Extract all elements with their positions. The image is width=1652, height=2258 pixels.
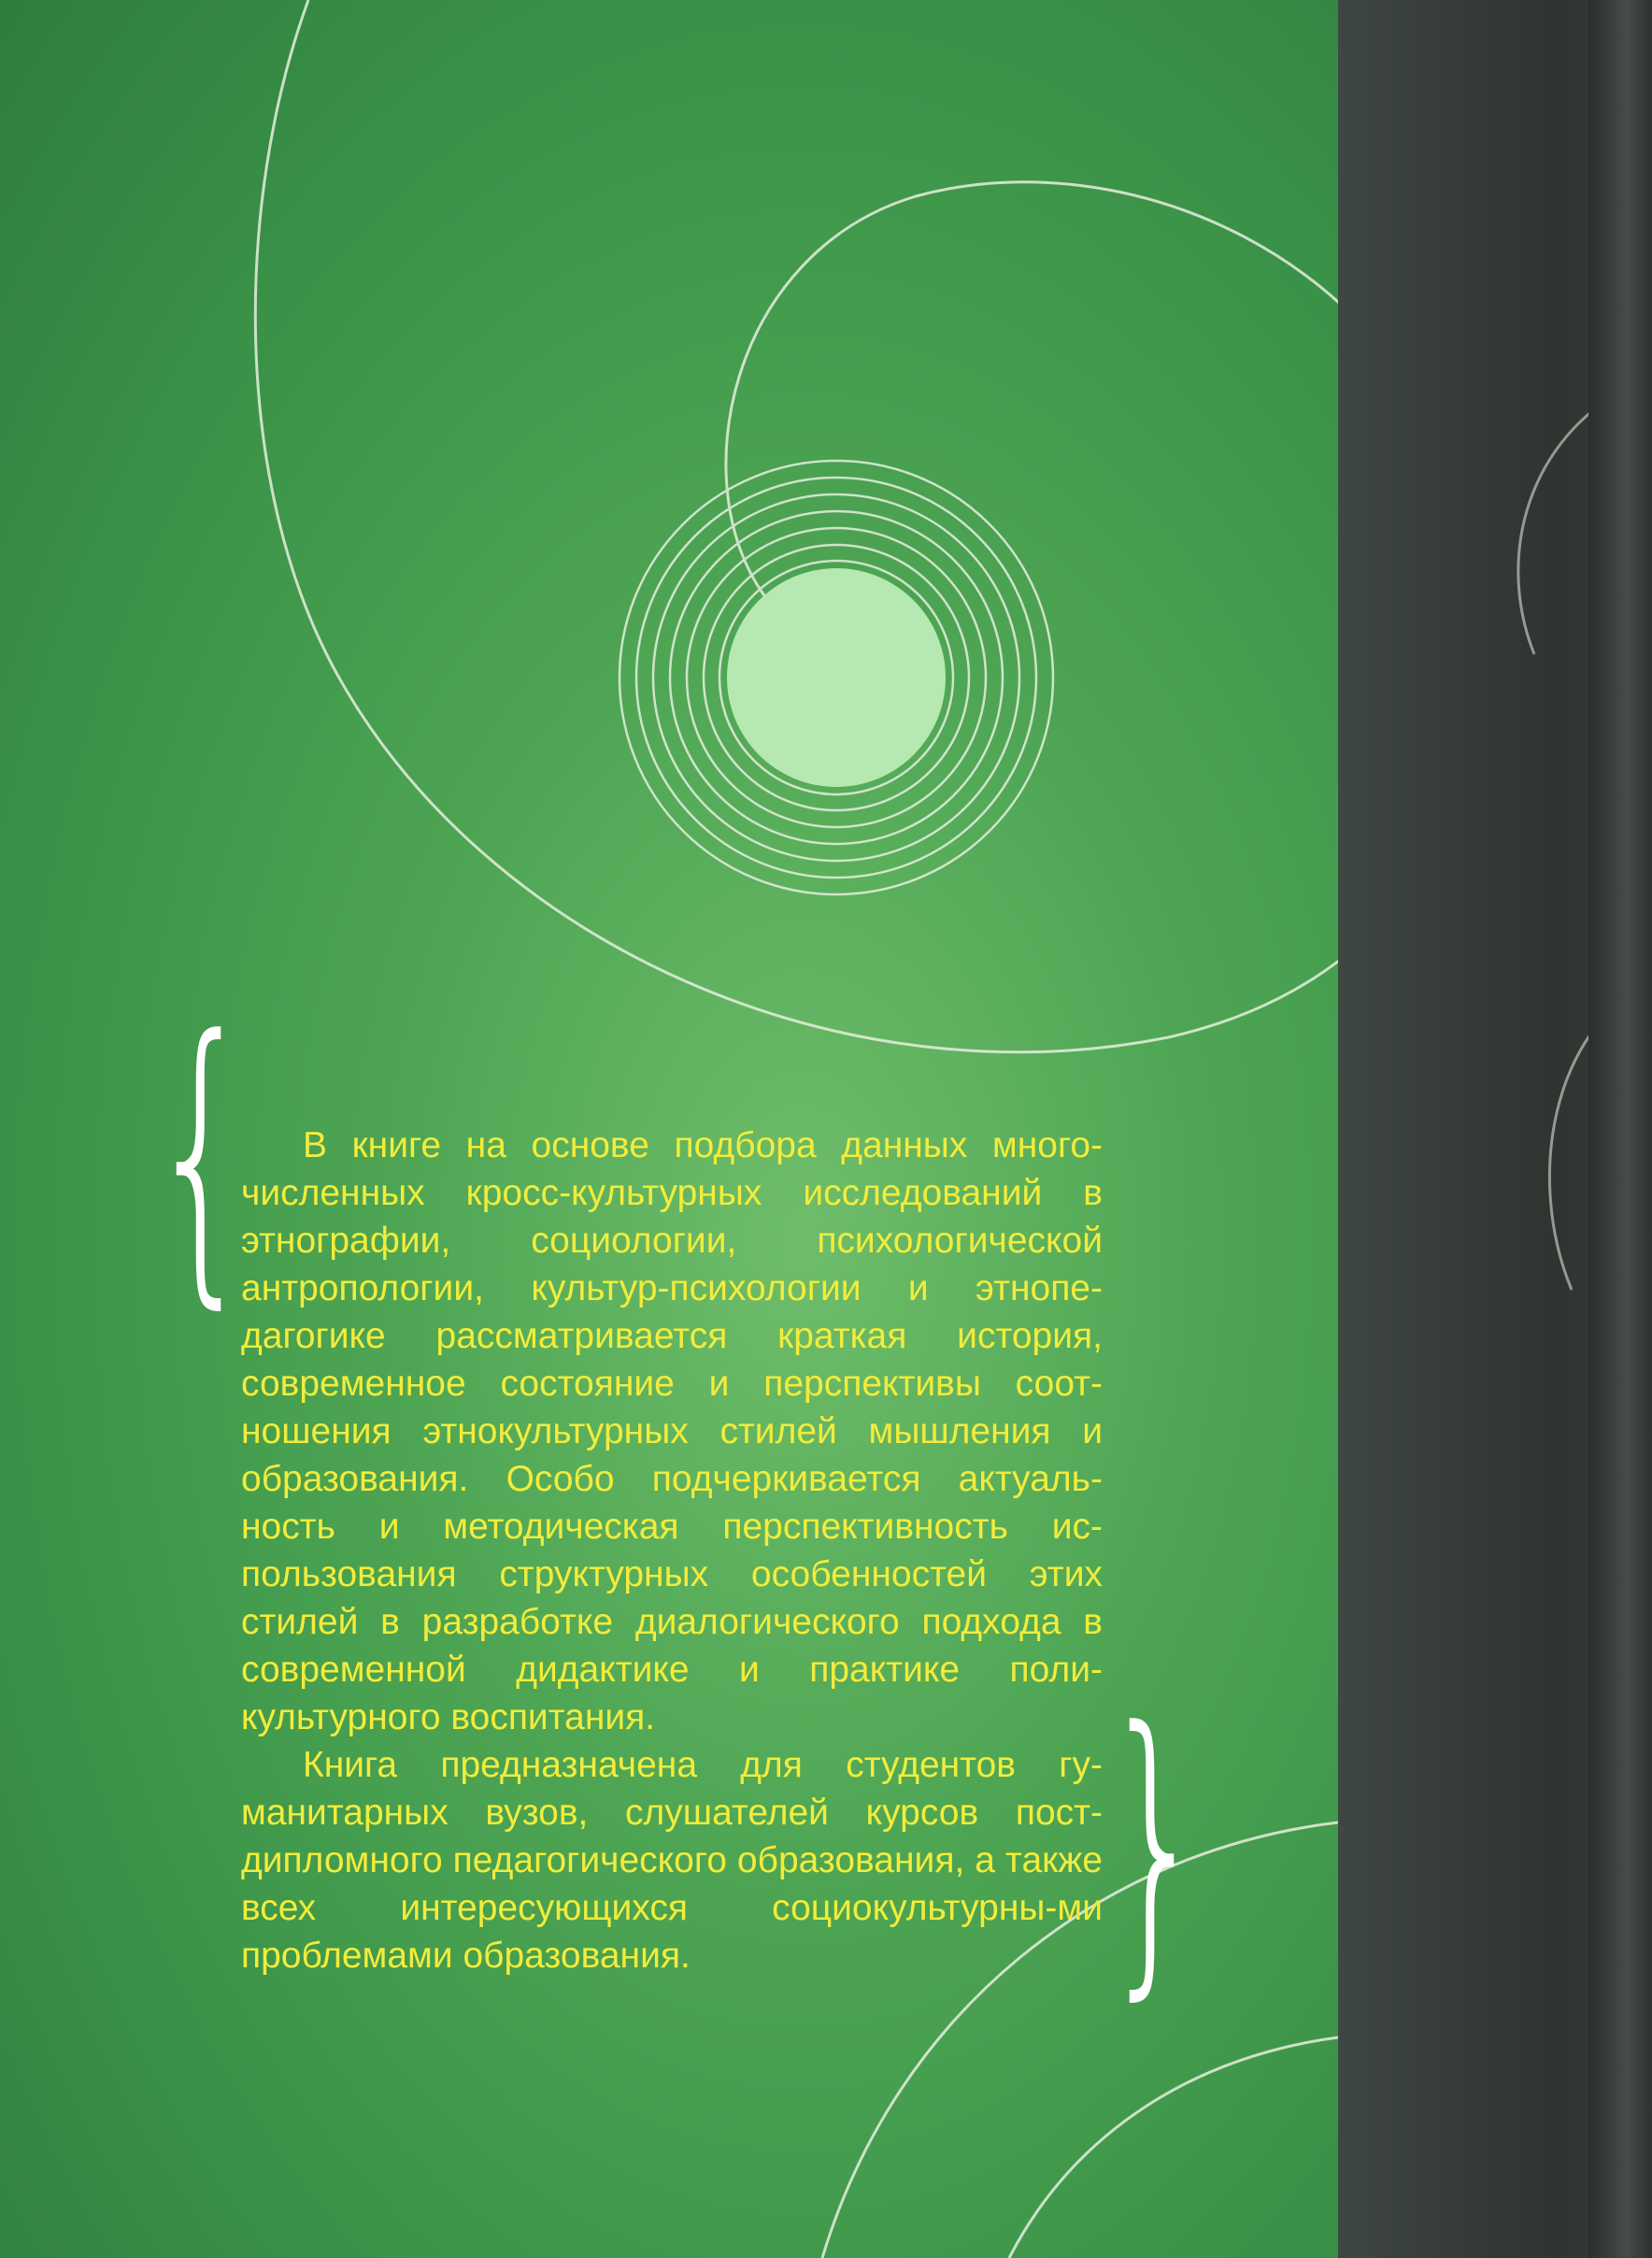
annotation-paragraph-2: Книга предназначена для студентов гу-манитарных вузов, слушателей курсов пост-дипломного педагогического образования, а также всех интересующихся социокультурны-ми проблемами образования.	[241, 1745, 1103, 1976]
left-curly-brace: {	[148, 975, 256, 1334]
right-curly-brace: }	[1101, 1666, 1209, 2025]
annotation-text	[241, 1122, 1103, 1979]
spine-edge	[1588, 0, 1652, 2258]
annotation-paragraph-1: В книге на основе подбора данных много-численных кросс-культурных исследований в этнографии, социологии, психологической антропологии, культур-психологии и этнопе-дагогике рассматривается краткая история, современное состояние и перспективы соот-ношения этнокультурных стилей мышления и образования. Особо подчеркивается актуаль-ность и методическая перспективность ис-пользования структурных особенностей этих стилей в разработке диалогического подхода в современной дидактике и практике поли-культурного воспитания.	[241, 1125, 1103, 1737]
